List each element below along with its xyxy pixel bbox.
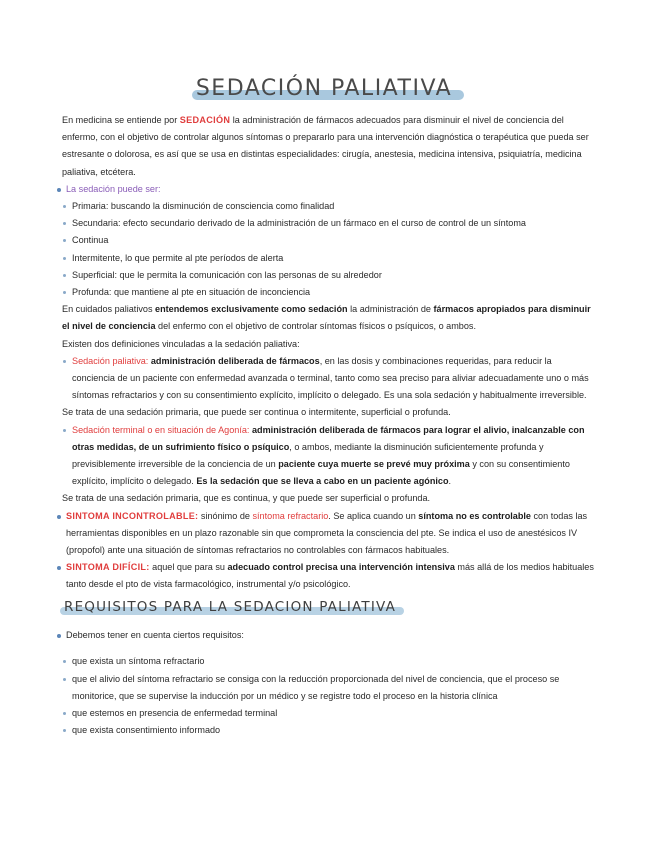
definition-note: Se trata de una sedación primaria, que puede ser continua o intermitente, superficial o profunda. [62,407,451,418]
types-list [62,198,596,301]
list-item: que exista un síntoma refractario [62,653,596,670]
intro-paragraph: En medicina se entiende por SEDACIÓN la administración de fármacos adecuados para disminuir el nivel de conciencia del enfermo, con el objetivo de controlar algunos síntomas o prepararlo para una intervención diagnóstica o terapéutica que pueda ser estresante o dolorosa, es así que se usa en distintas especialidades: cirugía, anestesia, medicina intensiva, psiquiatría, medicina paliativa, etcétera. [62,115,589,177]
definition-note: Se trata de una sedación primaria, que es continua, y que puede ser superficial o profunda. [62,493,431,504]
requirements-heading: Debemos tener en cuenta ciertos requisitos: [62,627,596,644]
page-title: SEDACIÓN PALIATIVA [190,76,458,101]
list-item: Continua [62,232,596,249]
section-title: REQUISITOS PARA LA SEDACION PALIATIVA [60,599,400,615]
definition-sedacion-terminal: Sedación terminal o en situación de Agonía: administración deliberada de fármacos para lograr el alivio, inalcanzable con otras medidas, de un sufrimiento físico o psíquico, o ambos, mediante la disminución suficientemente profunda y previsiblemente irreversible de la conciencia de un paciente cuya muerte se prevé muy próxima y con su consentimiento explícito, implícito o delegado. Es la sedación que se lleva a cabo en un paciente agónico. [62,422,596,491]
types-heading: La sedación puede ser: [62,181,596,198]
list-item: Intermitente, lo que permite al pte períodos de alerta [62,250,596,267]
sedacion-term: SEDACIÓN [179,115,231,125]
definition-sedacion-paliativa: Sedación paliativa: administración deliberada de fármacos, en las dosis y combinaciones requeridas, para reducir la conciencia de un paciente con enfermedad avanzada o terminal, tanto como sea preciso para aliviar adecuadamente uno o más síntomas refractarios y con su consentimiento explícito, implícito o delegado. Es una sola sedación y habitualmente irreversible. [62,353,596,405]
list-item: Primaria: buscando la disminución de consciencia como finalidad [62,198,596,215]
list-item: que estemos en presencia de enfermedad terminal [62,705,596,722]
list-item: Secundaria: efecto secundario derivado de la administración de un fármaco en el curso de control de un síntoma [62,215,596,232]
requirements-list [62,653,596,739]
list-item: Profunda: que mantiene al pte en situación de inconciencia [62,284,596,301]
palliative-care-paragraph: En cuidados paliativos entendemos exclusivamente como sedación la administración de fármacos apropiados para disminuir el nivel de conciencia del enfermo con el objetivo de controlar síntomas físicos o psíquicos, o ambos. [62,304,591,332]
requirements-section [62,618,596,739]
list-item: que exista consentimiento informado [62,722,596,739]
list-item: Superficial: que le permita la comunicación con las personas de su alrededor [62,267,596,284]
sintoma-incontrolable-paragraph: SINTOMA INCONTROLABLE: sinónimo de síntoma refractario. Se aplica cuando un síntoma no es controlable con todas las herramientas disponibles en un plazo razonable sin que comprometa la consciencia del pte. Se indica el uso de anestésicos IV (propofol) ante una situación de síntomas refractarios no controlables con fármacos habituales. [62,508,596,560]
sintoma-dificil-paragraph: SINTOMA DIFÍCIL: aquel que para su adecuado control precisa una intervención intensiva más allá de los medios habituales tanto desde el pto de vista farmacológico, instrumental y/o psicológico. [62,559,596,593]
definitions-intro: Existen dos definiciones vinculadas a la sedación paliativa: [62,338,300,349]
main-content [62,112,596,594]
list-item: que el alivio del síntoma refractario se consiga con la reducción proporcionada del nivel de conciencia, que el proceso se monitorice, que se supervise la inducción por un médico y se registre todo el proceso en la historia clínica [62,671,596,705]
